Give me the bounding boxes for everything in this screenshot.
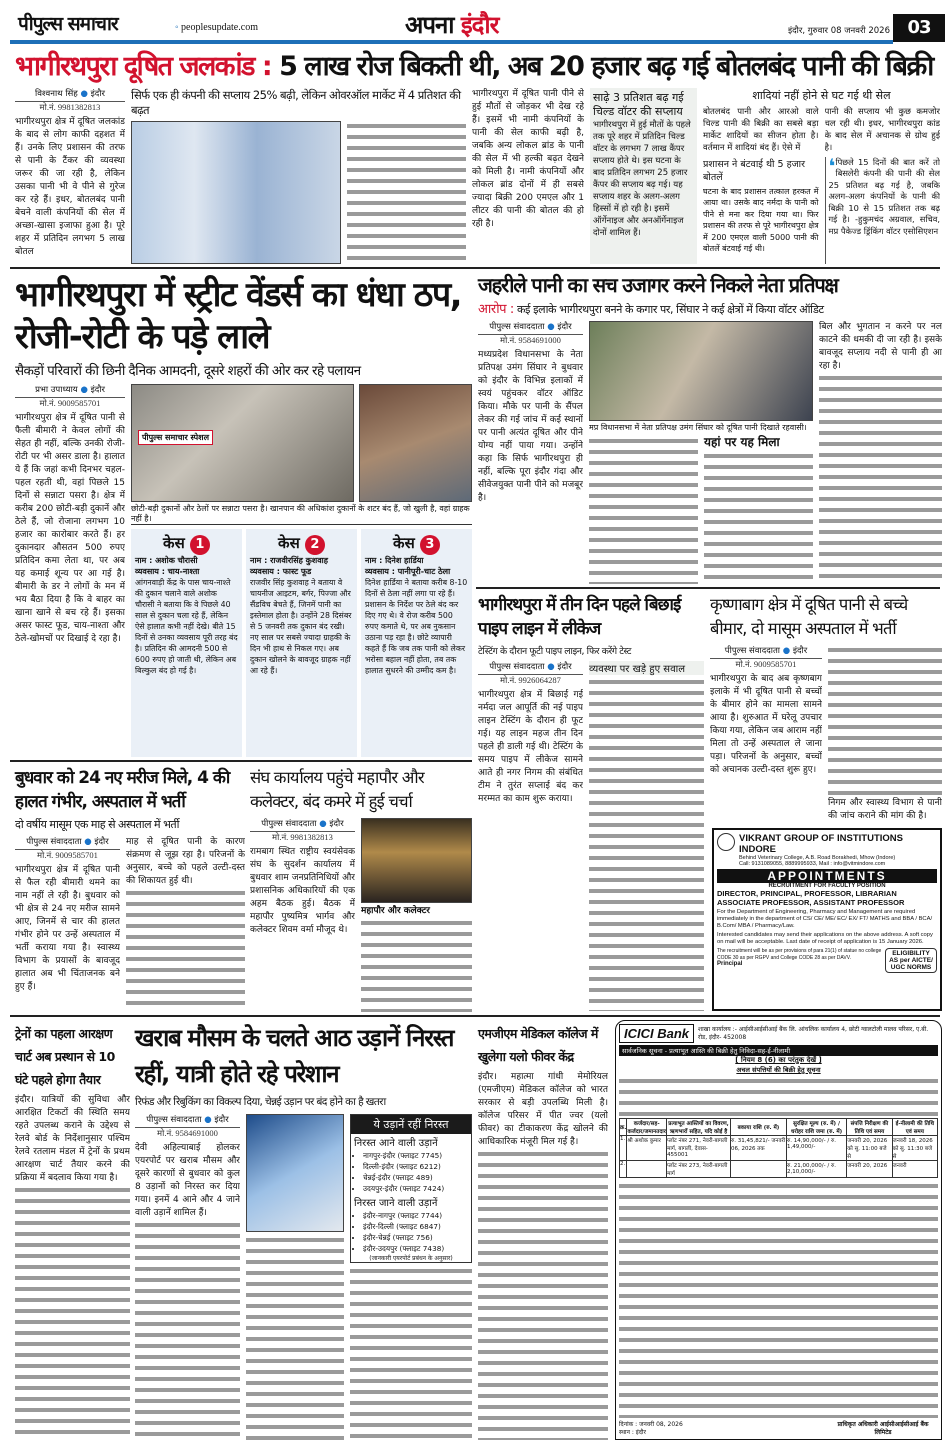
- patients-subhead: दो वर्षीय मासूम एक माह से अस्पताल में भर्ती: [15, 818, 179, 831]
- case-3: [361, 529, 472, 757]
- city: इंदौर: [557, 662, 572, 672]
- quote: [825, 157, 941, 264]
- departures-list: [351, 1210, 471, 1254]
- notice-sign: प्राधिकृत अधिकारी आईसीआईसीआई बैंक लिमिटेड: [837, 1421, 929, 1436]
- cancelled-flights-box: [350, 1114, 472, 1263]
- mobile: मो.नं. 9584691000: [500, 335, 561, 345]
- table-header: सुरक्षित मूल्य (रु. में) / धरोहर राशि जमा (रु. में): [787, 1119, 847, 1136]
- table-cell: जनवरी 20, 2026: [847, 1161, 892, 1178]
- case-text: दिनेश हार्डिया ने बताया करीब 8-10 दिनों से ठेला नहीं लगा पा रहे हैं। प्रशासन के निर्देश पर ठेले बंद कर दिए गए थे। वे रोज करीब 500 रुपए कमाते थे, पर अब नुकसान उठाना पड़ रहा है। छोटे व्यापारी कहते हैं कि जब तक पानी को लेकर भरोसा बहाल नहीं होता, तब तक हालात सुधरने की उम्मीद कम है।: [365, 578, 468, 675]
- section-title-b: इंदौर: [460, 11, 499, 39]
- quote-icon: ❛: [828, 156, 836, 178]
- section-title: [405, 12, 498, 38]
- case-job: व्यवसाय : फास्ट फूड: [250, 567, 312, 576]
- box-text: भागीरथपुरा में हुई मौतों के पहले तक पूरे शहर में प्रतिदिन चिल्ड वॉटर के लगभग 7 लाख कैंपर सप्लाय होते थे। इस घटना के बाद प्रतिदिन लगभग 25 हजार कैंपर की सप्लाय बढ़ गई। यह सप्लाय शहर के अलग-अलग हिस्सों में हो रही है। इसमें ऑर्गेनाइज और अनऑर्गेनाइज दोनों शामिल हैं।: [593, 119, 691, 238]
- lead-headline-text: 5 लाख रोज बिकती थी, अब 20 हजार बढ़ गई बोतलबंद पानी की बिक्री: [279, 51, 933, 82]
- table-cell: [730, 1161, 786, 1178]
- author: विश्वनाथ सिंह: [35, 88, 78, 99]
- auction-table: [619, 1118, 938, 1178]
- airport-board-photo: [246, 1114, 344, 1232]
- page-number: 03: [893, 14, 945, 42]
- pipeline-text: भागीरथपुरा क्षेत्र में बिछाई गई नर्मदा जल आपूर्ति की नई पाइप लाइन टेस्टिंग के दौरान ही फूट गई। यह लाइन महज तीन दिन पहले ही डाली गई थी। टेस्टिंग के समय पाइप में लीकेज सामने आते ही नगर निगम की संबंधित टीम ने तुरंत सप्लाई बंद कर मरम्मत का काम शुरू कराया।: [478, 690, 583, 804]
- mobile: मो.नं. 9009585701: [39, 398, 101, 408]
- trains-story: [15, 1022, 130, 1440]
- mobile: मो.नं. 9981382813: [272, 832, 333, 842]
- flight-item: • इंदौर-उदयपुर (फ्लाइट 7438): [363, 1243, 471, 1254]
- box-title: साढ़े 3 प्रतिशत बढ़ गई चिल्ड वॉटर की सप्लाय: [593, 90, 684, 118]
- sangh-col2: [361, 905, 472, 1012]
- found-here-title: यहां पर यह मिला: [704, 435, 780, 449]
- logo: पीपुल्स समाचार: [18, 13, 118, 35]
- city: इंदौर: [214, 1115, 229, 1125]
- quote-author: -हुकुमचंद अग्रवाल, सचिव, मप्र पैकेज्ड ड्रिंकिंग वॉटर एसोसिएशन: [828, 214, 940, 236]
- notice-date: दिनांक : जनवरी 08, 2026: [619, 1421, 683, 1428]
- case-label: केस: [163, 534, 185, 552]
- pipeline-headline: भागीरथपुरा में तीन दिन पहले बिछाई पाइप लाइन में लीकेज: [478, 595, 681, 639]
- mobile: मो.नं. 9584691000: [157, 1128, 218, 1138]
- ad-body2: Interested candidates may send their applications on the above address. A soft copy on mail will be acceptable. Last date of receipt of application is 15 January 2026.: [717, 932, 933, 945]
- mgm-headline: एमजीएम मेडिकल कॉलेज में खुलेगा यलो फीवर केंद्र: [478, 1026, 598, 1064]
- table-cell: रु. 21,00,000/- / रु. 2,10,000/-: [787, 1161, 847, 1178]
- weddings-text2: पानी की सप्लाय भी कुछ कमजोर चल रही थी। इधर, भागीरथपुरा कांड के बाद सेल में अचानक से ग्रोथ हुई है।: [824, 106, 940, 153]
- author: पीपुल्स संवाददाता: [26, 837, 82, 847]
- author: पीपुल्स संवाददाता: [489, 662, 545, 672]
- mobile: मो.नं. 9981382813: [39, 101, 101, 112]
- opposition-col2: [589, 436, 698, 584]
- ad-org: VIKRANT GROUP OF INSTITUTIONS INDORE: [739, 833, 903, 855]
- flight-item: • नागपुर-इंदौर (फ्लाइट 7745): [363, 1150, 471, 1161]
- opposition-photo: [589, 321, 813, 421]
- divider: [10, 1015, 940, 1017]
- water-bottles-photo: [131, 121, 341, 264]
- ad-banner: APPOINTMENTS: [717, 869, 937, 883]
- table-cell: जनवरी 18, 2026 को सु. 11:30 बजे से: [892, 1136, 937, 1161]
- vikrant-ad: [712, 828, 942, 1011]
- table-cell: रु. 31,45,821/- जनवरी 06, 2026 तक: [730, 1136, 786, 1161]
- weddings-title: शादियां नहीं होने से घट गई थी सेल: [752, 88, 891, 102]
- patients-story: [15, 766, 245, 1012]
- flights-text: [135, 1142, 240, 1440]
- lead-subhead: सिर्फ एक ही कंपनी की सप्लाय 25% बढ़ी, लेकिन ओवरऑल मार्केट में 4 प्रतिशत की बढ़त: [131, 87, 461, 117]
- trains-text-body: इंदौर। यात्रियों की सुविधा और आरक्षित टिकटों की स्थिति समय रहते उपलब्ध कराने के उद्देश्य से रेलवे बोर्ड के निर्देशानुसार पश्चिम रेलवे रतलाम मंडल में ट्रेनों के प्रथम आरक्षण चार्ट तैयार करने की प्रक्रिया में बदलाव किया गया है।: [15, 1095, 130, 1183]
- mgm-text: [478, 1071, 608, 1440]
- flights-text-body: देवी अहिल्याबाई होलकर एयरपोर्ट पर खराब मौसम और दूसरे कारणों से बुधवार को कुल 8 उड़ानों को निरस्त कर दिया गया। इनमें 4 आने और 4 जाने वाली उड़ानें शामिल हैं।: [135, 1143, 240, 1218]
- lead-col3: भागीरथपुरा में दूषित पानी पीने से हुई मौतों से जोड़कर भी देख रहे हैं। इसमें भी नामी कंपनियों के पानी की सेल काफी बढ़ी है, जबकि अन्य लोकल ब्रांड के पानी की सेल में भी हल्की बढ़त देखने को मिली है। नामी कंपनियों और लोकल ब्रांड दोनों में ही सबसे ज्यादा बिक्री 200 एमएल और 1 लीटर की पानी की बोतल की हो रही है।: [472, 88, 584, 229]
- lead-story: [15, 52, 940, 264]
- table-header: बकाया राशि (रु. में): [730, 1119, 786, 1136]
- admin-text: घटना के बाद प्रशासन तत्काल हरकत में आया था। उसके बाद नर्मदा के पानी को पीने से मना कर दिया गया था। फिर प्रशासन की तरफ से पूरे भागीरथपुरा क्षेत्र में 200 एमएल वाली 5000 पानी की बोतलें बंटवाई गई थी।: [703, 186, 819, 254]
- case-job: व्यवसाय : पानीपूरी-चाट ठेला: [365, 567, 451, 576]
- ad-body3: The recruitment will be as per provisions of para 21(1) of statue no college CODE 30 as per RGPV and College CODE 28 as per DAVV.: [717, 948, 882, 961]
- patients-text: भागीरथपुरा क्षेत्र में दूषित पानी से फैल रही बीमारी थमने का नाम नहीं ले रही है। बुधवार को भी क्षेत्र से 24 नए मरीज सामने आए, जिनमें से चार की हालत गंभीर होने पर उन्हें अस्पताल में भर्ती कराया गया है। स्वास्थ्य विभाग के प्रयासों के बावजूद हालात अब भी चिंताजनक बने हुए हैं।: [15, 865, 120, 992]
- case-number: 1: [190, 535, 210, 555]
- case-2: [246, 529, 357, 757]
- opposition-caption: मप्र विधानसभा में नेता प्रतिपक्ष उमंग सिंघार को दूषित पानी दिखाते रहवासी।: [589, 423, 807, 432]
- case-text: आंगनवाड़ी केंद्र के पास चाय-नाश्ते की दुकान चलाने वाले अशोक चौरासी ने बताया कि वे पिछले 40 साल से दुकान चला रहे हैं, लेकिन ऐसे हालात कभी नहीं देखे। बीते 15 दिनों से उनका व्यवसाय पूरी तरह बंद है। प्रतिदिन की आमदनी 500 से 600 रुपए हो जाती थी, लेकिन अब बिल्कुल बंद हो गई है।: [135, 578, 238, 675]
- author: पीपुल्स संवाददाता: [261, 819, 317, 829]
- pipeline-subhead: टेस्टिंग के दौरान फूटी पाइप लाइन, फिर करेंगे टेस्ट: [478, 646, 632, 657]
- pipeline-story: [478, 593, 704, 1011]
- subhead-text: कई इलाके भागीरथपुरा बनने के कगार पर, सिंघार ने कई क्षेत्रों में किया वॉटर ऑडिट: [516, 303, 824, 316]
- lead-byline: विश्वनाथ सिंह ● इंदौर: [15, 88, 125, 102]
- case-number: 3: [420, 535, 440, 555]
- patients-byline: पीपुल्स संवाददाता ● इंदौर: [15, 836, 120, 850]
- table-cell: जनवरी: [892, 1161, 937, 1178]
- author: पीपुल्स संवाददाता: [489, 322, 545, 332]
- flight-item: • इंदौर-चेन्नई (फ्लाइट 756): [363, 1232, 471, 1243]
- patients-col2: [126, 836, 245, 1012]
- college-logo-icon: [717, 833, 735, 851]
- table-cell: प्लॉट नंबर 271, नेवरी-बागली मार्ग, बागली, देवास- 455001: [667, 1136, 731, 1161]
- vendors-headline: भागीरथपुरा में स्ट्रीट वेंडर्स का धंधा ठप, रोजी-रोटी के पड़े लाले: [15, 275, 462, 357]
- case-job: व्यवसाय : चाय-नाश्ता: [135, 567, 200, 576]
- mobile: मो.नं. 9926064287: [500, 675, 561, 685]
- pipeline-col2: [589, 677, 704, 1011]
- table-header: कर्जदार/सह-कर्जदार/जमानतदार: [627, 1119, 667, 1136]
- vendors-caption: छोटी-बड़ी दुकानों और ठेलों पर सन्नाटा पसरा है। खानपान की अधिकांश दुकानों के शटर बंद हैं, जो खुली है, वहां ग्राहक नहीं है।: [131, 504, 472, 525]
- case-name: नाम : दिनेश हार्डिया: [365, 556, 424, 565]
- table-header: संपत्ति निरीक्षण की तिथि एवं समय: [847, 1119, 892, 1136]
- krishnabag-story: [710, 593, 942, 823]
- trains-text: [15, 1094, 130, 1440]
- website-text: peoplesupdate.com: [181, 22, 258, 33]
- opposition-byline: पीपुल्स संवाददाता ● इंदौर: [478, 321, 583, 335]
- divider: [476, 587, 940, 589]
- lead-headline: [15, 52, 940, 82]
- closed-shop-photo: [131, 384, 354, 502]
- flight-item: • चेन्नई-इंदौर (फ्लाइट 489): [363, 1172, 471, 1183]
- vendors-text: भागीरथपुरा क्षेत्र में दूषित पानी से फैली बीमारी ने केवल लोगों की सेहत ही नहीं, बल्कि उनकी रोजी-रोटी पर भी असर डाला है। हालात ये हैं कि जहां कभी दिनभर चहल-पहल रहती थी, वहां पिछले 15 दिनों से सन्नाटा पसरा है। क्षेत्र में करीब 200 छोटी-बड़ी दुकानें और ठेले हैं, जो रोजाना लगभग 10 हजार का कारोबार करते हैं। हर दुकानदार औसतन 500 रुपए प्रतिदिन कमा लेता था, पर अब यह कमाई शून्य पर आ गई है। बीमारी के डर ने लोगों के मन में भय बैठा दिया है कि वे बाहर का खाना खाने से बच रहे हैं। इसका असर फास्ट फूड, चाय-नाश्ता और ठेले-खोमचों पर दिखाई दे रहा है।: [15, 413, 125, 644]
- city: इंदौर: [94, 837, 109, 847]
- vendors-subhead: सैकड़ों परिवारों की छिनी दैनिक आमदनी, दूसरे शहरों की ओर कर रहे पलायन: [15, 363, 361, 379]
- pipeline-box-title: व्यवस्था पर खड़े हुए सवाल: [589, 661, 704, 675]
- pipeline-byline: पीपुल्स संवाददाता ● इंदौर: [478, 661, 583, 675]
- notice-bar: सार्वजनिक सूचना - प्रत्याभूत आस्ति की बिक्री हेतु निविदा-सह-ई-नीलामी: [619, 1045, 938, 1056]
- table-cell: प्लॉट नंबर 273, नेवरी-बागली मार्ग: [667, 1161, 731, 1178]
- date: इंदौर, गुरुवार 08 जनवरी 2026: [787, 26, 890, 36]
- sangh-text: रामबाग स्थित राष्ट्रीय स्वयंसेवक संघ के सुदर्शन कार्यालय में बुधवार शाम जनप्रतिनिधियों और प्रशासनिक अधिकारियों की एक अहम बैठक हुई। बैठक में महापौर पुष्यमित्र भार्गव और कलेक्टर शिवम वर्मा मौजूद थे।: [250, 847, 355, 935]
- notice-title: अचल संपत्तियों की बिक्री हेतु सूचना: [736, 1066, 821, 1074]
- author: पीपुल्स संवाददाता: [146, 1115, 202, 1125]
- col3-text: बिल और भुगतान न करने पर नल काटने की धमकी दी जा रही है। इसके बावजूद सप्लाय नदी से पानी ही आ रहा है।: [819, 322, 942, 371]
- case-label: केस: [278, 534, 300, 552]
- patients-text2: माह से दूषित पानी के कारण संक्रमण से जूझ रहा है। परिजनों के अनुसार, बच्चे को पहले उल्टी-दस्त की शिकायत हुई थी।: [126, 837, 245, 886]
- special-stamp: [138, 430, 213, 445]
- flights-story: [135, 1020, 472, 1440]
- krishnabag-text2: निगम और स्वास्थ्य विभाग से पानी की जांच कराने की मांग की है।: [828, 798, 942, 821]
- opposition-story: [478, 274, 942, 584]
- table-row: [620, 1136, 938, 1161]
- vendors-story: [15, 274, 472, 757]
- mobile: मो.नं. 9009585701: [735, 659, 797, 669]
- ad-sub: RECRUITMENT FOR FACULTY POSITION: [768, 883, 886, 889]
- krishnabag-byline: पीपुल्स संवाददाता ● इंदौर: [710, 645, 822, 659]
- box-note: (जानकारी एयरपोर्ट प्रबंधन के अनुसार): [369, 1255, 453, 1262]
- vendors-byline: प्रभा उपाध्याय ● इंदौर: [15, 384, 125, 398]
- sangh-office-photo: [361, 818, 472, 903]
- cases: [131, 529, 472, 757]
- trains-headline: ट्रेनों का पहला आरक्षण चार्ट अब प्रस्थान से 10 घंटे पहले होगा तैयार: [15, 1026, 115, 1087]
- photo-note: महापौर और कलेक्टर: [361, 906, 430, 916]
- krishnabag-col2: [828, 645, 942, 823]
- case-name: नाम : अशोक चौरासी: [135, 556, 198, 565]
- table-cell: 1.: [620, 1136, 627, 1161]
- table-header: प्रत्याभूत आस्तियों का विवरण, ऋणभारों सहित, यदि कोई है: [667, 1119, 731, 1136]
- city: इंदौर: [557, 322, 572, 332]
- rule: [ नियम 8 (6) का परंतुक देखें ]: [735, 1056, 822, 1064]
- ad-contact: Call: 9131089055, 8889995933, Mail : info@vitmindore.com: [739, 861, 886, 867]
- krishnabag-text: भागीरथपुरा के बाद अब कृष्णबाग इलाके में भी दूषित पानी से बच्चों के बीमार होने का मामला सामने आया है। शुरुआत में घरेलू उपचार किया गया, लेकिन जब आराम नहीं मिला तो उन्हें अस्पताल ले जाना पड़ा। परिजनों के अनुसार, बच्चों को अचानक उल्टी-दस्त शुरू हुए।: [710, 674, 822, 775]
- notice-place: स्थान : इंदौर: [619, 1429, 646, 1436]
- flights-headline: खराब मौसम के चलते आठ उड़ानें निरस्त रहीं, यात्री होते रहे परेशान: [135, 1024, 454, 1088]
- opposition-headline: जहरीले पानी का सच उजागर करने निकले नेता प्रतिपक्ष: [478, 273, 838, 297]
- city: इंदौर: [792, 646, 808, 656]
- sangh-headline: संघ कार्यालय पहुंचे महापौर और कलेक्टर, बंद कमरे में हुई चर्चा: [250, 768, 424, 811]
- table-cell: 2.: [620, 1161, 627, 1178]
- flight-item: • इंदौर-दिल्ली (फ्लाइट 6847): [363, 1221, 471, 1232]
- flights-col3: [350, 1266, 472, 1440]
- mgm-story: [478, 1022, 608, 1440]
- icici-logo: [619, 1024, 694, 1043]
- opposition-subhead: [478, 299, 942, 317]
- flights-subhead: रिफंड और रिबुकिंग का विकल्प दिया, चेन्नई उड़ान पर बंद होने का है खतरा: [135, 1096, 386, 1108]
- flight-item: • इंदौर-नागपुर (फ्लाइट 7744): [363, 1210, 471, 1221]
- masthead-rule: [10, 40, 893, 44]
- flights-col2: [246, 1235, 344, 1440]
- departures-title: निरस्त जाने वाली उड़ानें: [354, 1198, 438, 1209]
- table-row: [620, 1161, 938, 1178]
- table-cell: रु. 14,90,000/- / रु. 1,49,000/-: [787, 1136, 847, 1161]
- lead-col1: भागीरथपुरा क्षेत्र में दूषित जलकांड के बाद से लोग काफी दहशत में हैं। उनके लिए प्रशासन की तरफ से पानी के टैंकर की व्यवस्था जरूर की जा रही है, लेकिन उसका पानी भी वे पीने से गुरेज कर रहे हैं। इधर, बोतलबंद पानी बेचने वाली कंपनियों की सेल में अच्छा-खासा इजाफा हुआ है। पूरे शहर में प्रतिदिन लगभग 5 लाख बोतल: [15, 116, 125, 257]
- case-name: नाम : राजवीरसिंह कुशवाह: [250, 556, 329, 565]
- krishnabag-headline: कृष्णाबाग क्षेत्र में दूषित पानी से बच्चे बीमार, दो मासूम अस्पताल में भर्ती: [710, 595, 908, 638]
- city: इंदौर: [329, 819, 344, 829]
- flight-item: • दिल्ली-इंदौर (फ्लाइट 6212): [363, 1161, 471, 1172]
- opposition-col3: [819, 321, 942, 584]
- flights-byline: पीपुल्स संवाददाता ● इंदौर: [135, 1114, 240, 1128]
- divider: [10, 760, 472, 762]
- admin-subhead: प्रशासन ने बंटवाई थी 5 हजार बोतलें: [703, 158, 806, 183]
- box-title: ये उड़ानें रहीं निरस्त: [351, 1115, 471, 1134]
- office: शाखा कार्यालय :- आईसीआईसीआई बैंक लि. आंचलिक कार्यालय 4, छोटी ग्वालटोली मालव परिसर, ए.बी. रोड, इंदौर- 452008: [698, 1025, 929, 1041]
- opposition-text: मध्यप्रदेश विधानसभा के नेता प्रतिपक्ष उमंग सिंघार ने बुधवार को इंदौर के विभिन्न इलाकों में स्वयं पहुंचकर वॉटर ऑडिट किया। मौके पर पानी के सैंपल लेकर की गई जांच में कई स्थानों पर पानी अत्यंत दूषित और पीने योग्य नहीं पाया गया। उन्होंने कहा कि सिर्फ भागीरथपुरा ही नहीं, बल्कि पूरा इंदौर गंदा और सीवेजयुक्त पानी पीने को मजबूर है।: [478, 350, 583, 503]
- case-text: राजवीर सिंह कुशवाह ने बताया वे चायनीज आइटम, बर्गर, पिज्जा और सैंडविच बेचते हैं, जिनमें पानी का इस्तेमाल होता है। उन्होंने 28 दिसंबर से 5 जनवरी तक दुकान बंद रखी। नए साल पर सबसे ज्यादा ग्राहकी के दिन भी हाथ से निकल गए। अब दुकान खोलने के बावजूद ग्राहक नहीं आ रहे हैं।: [250, 578, 352, 675]
- mgm-text-body: इंदौर। महात्मा गांधी मेमोरियल (एमजीएम) मेडिकल कॉलेज को भारत सरकार से बड़ी उपलब्धि मिली है। कॉलेज परिसर में पीत ज्वर (यलो फीवर) का टीकाकरण केंद्र खोलने की आधिकारिक मंजूरी मिल गई है।: [478, 1072, 608, 1147]
- ad-body: For the Department of Engineering, Pharmacy and Management are required immediately in the department of CS/ CE/ ME/ EC/ EX/ FT/ MATHS and BBA / BCA/ B.Com/ MBA / Pharmacy/Law.: [717, 909, 933, 929]
- ad-address: Behind Veterinary College, A.B. Road Borakhedi, Mhow (Indore): [739, 855, 896, 861]
- patients-headline: बुधवार को 24 नए मरीज मिले, 4 की हालत गंभीर, अस्पताल में भर्ती: [15, 768, 230, 812]
- table-header: ई-नीलामी की तिथि एवं समय: [892, 1119, 937, 1136]
- case-number: 2: [305, 535, 325, 555]
- brand: ICICI Bank: [624, 1026, 690, 1041]
- lead-col2: [347, 121, 466, 264]
- table-cell: जनवरी 20, 2026 को सु. 11:00 बजे से: [847, 1136, 892, 1161]
- stamp-text: पीपुल्स समाचार स्पेशल: [142, 433, 210, 442]
- kicker: आरोप :: [478, 302, 514, 317]
- author: प्रभा उपाध्याय: [35, 385, 78, 395]
- weddings-text: बोतलबंद पानी और आरओ वाले चिल्ड पानी की बिक्री का सबसे बड़ा मार्केट शादियों का सीजन होता है। वर्तमान में शादियां बंद हैं। ऐसे में: [703, 106, 819, 153]
- flight-item: • उदयपुर-इंदौर (फ्लाइट 7424): [363, 1183, 471, 1194]
- table-cell: श्री अशोक कुमार: [627, 1136, 667, 1161]
- mobile: मो.नं. 9009585701: [37, 850, 98, 860]
- globe-icon: ◦: [175, 22, 182, 33]
- icici-notice: [615, 1020, 942, 1440]
- section-title-a: अपना: [405, 11, 454, 39]
- arrivals-list: [351, 1150, 471, 1194]
- case-1: [131, 529, 242, 757]
- sangh-byline: पीपुल्स संवाददाता ● इंदौर: [250, 818, 355, 832]
- divider: [10, 267, 940, 269]
- masthead: [0, 0, 945, 44]
- table-header: क्र.: [620, 1119, 627, 1136]
- lead-kicker: भागीरथपुरा दूषित जलकांड :: [15, 51, 272, 82]
- ad-sign: Principal: [717, 961, 743, 967]
- street-stall-photo: [359, 384, 472, 502]
- quote-text: पिछले 15 दिनों की बात करें तो बिसलेरी कंपनी की पानी की सेल 25 प्रतिशत बढ़ गई है, जबकि अलग-अलग कंपनियों के पानी की बिक्री 10 से 15 प्रतिशत तक बढ़ गई है।: [828, 156, 940, 225]
- city: इंदौर: [90, 385, 105, 395]
- sangh-story: [250, 766, 472, 1012]
- ad-posts: DIRECTOR, PRINCIPAL, PROFESSOR, LIBRARIAN ASSOCIATE PROFESSOR, ASSISTANT PROFESSOR: [717, 889, 905, 907]
- city: इंदौर: [90, 88, 105, 99]
- case-label: केस: [393, 534, 415, 552]
- arrivals-title: निरस्त आने वाली उड़ानें: [354, 1138, 438, 1149]
- chilled-water-box: [590, 88, 697, 264]
- ad-eligibility: ELIGIBILITY AS per AICTE/ UGC NORMS: [885, 948, 937, 973]
- author: पीपुल्स संवाददाता: [724, 646, 780, 656]
- found-here-list: [704, 451, 813, 584]
- website[interactable]: [175, 22, 258, 33]
- table-cell: [627, 1161, 667, 1178]
